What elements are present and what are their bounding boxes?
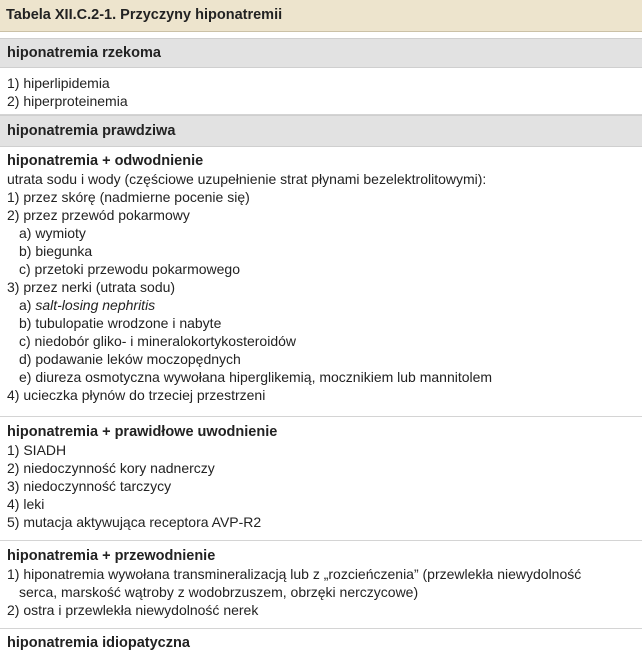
list-subitem [7, 296, 642, 314]
list-subitem: a) wymioty [19, 225, 86, 241]
list-item: 1) SIADH [7, 442, 67, 458]
subsection-title-przewodnienie: hiponatremia + przewodnienie [7, 548, 216, 564]
intro-text: utrata sodu i wody (częściowe uzupełnienie strat płynami bezelektrolitowymi): [7, 171, 487, 187]
list-subitem: c) przetoki przewodu pokarmowego [19, 261, 240, 277]
list-item: 1) hiperlipidemia [7, 75, 110, 91]
table-title: Tabela XII.C.2-1. Przyczyny hiponatremii [0, 0, 642, 32]
list-item: 4) ucieczka płynów do trzeciej przestrzeni [7, 387, 266, 403]
block-rzekoma [0, 68, 642, 115]
section-heading-prawdziwa: hiponatremia prawdziwa [0, 115, 642, 147]
list-item: 4) leki [7, 496, 45, 512]
list-item: 1) przez skórę (nadmierne pocenie się) [7, 189, 250, 205]
list-item: 2) przez przewód pokarmowy [7, 207, 190, 223]
list-subitem: b) biegunka [19, 243, 93, 259]
list-item: 1) hiponatremia wywołana transmineralizacją lub z „rozcieńczenia” (przewlekła niewydolność [7, 566, 582, 582]
list-subitem: b) tubulopatie wrodzone i nabyte [19, 315, 222, 331]
list-item: 2) hiperproteinemia [7, 93, 128, 109]
subsection-title-odwodnienie: hiponatremia + odwodnienie [7, 153, 204, 169]
block-odwodnienie [0, 147, 642, 417]
block-przewodnienie [0, 541, 642, 629]
list-item-continuation: serca, marskość wątroby z wodobrzuszem, obrzęki nerczycowe) [19, 584, 419, 600]
list-item: 5) mutacja aktywująca receptora AVP-R2 [7, 514, 262, 530]
list-subitem-italic: salt-losing nephritis [35, 297, 156, 313]
block-idiopatyczna [0, 629, 642, 652]
list-item: 3) niedoczynność tarczycy [7, 478, 172, 494]
block-prawidlowe [0, 417, 642, 541]
subsection-title-prawidlowe: hiponatremia + prawidłowe uwodnienie [7, 424, 278, 440]
list-item: 3) przez nerki (utrata sodu) [7, 279, 176, 295]
list-subitem-prefix: a) [19, 297, 36, 313]
list-item: 2) niedoczynność kory nadnerczy [7, 460, 215, 476]
subsection-title-idiopatyczna: hiponatremia idiopatyczna [7, 635, 190, 651]
list-item: 2) ostra i przewlekła niewydolność nerek [7, 602, 259, 618]
section-heading-rzekoma: hiponatremia rzekoma [0, 38, 642, 68]
list-subitem: c) niedobór gliko- i mineralokortykosteroidów [19, 333, 297, 349]
list-subitem: d) podawanie leków moczopędnych [19, 351, 241, 367]
list-subitem: e) diureza osmotyczna wywołana hiperglikemią, mocznikiem lub mannitolem [19, 369, 493, 385]
